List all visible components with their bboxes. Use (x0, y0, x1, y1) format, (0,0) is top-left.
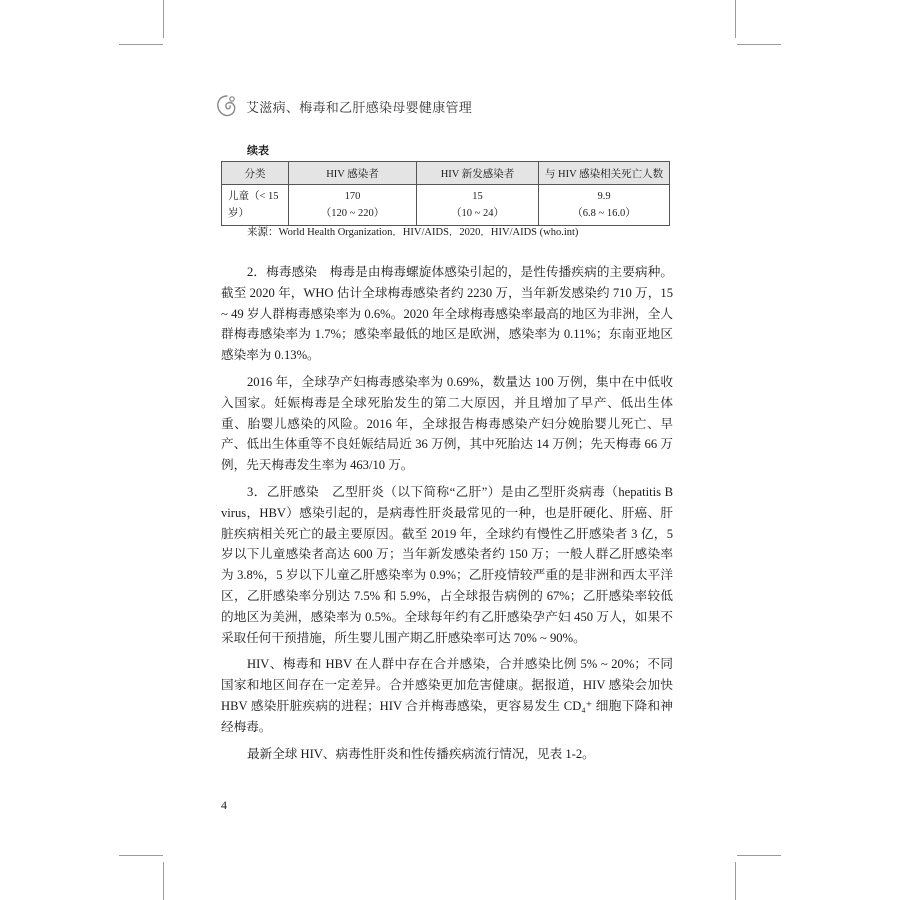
table-source: 来源：World Health Organization．HIV/AIDS．2020．HIV/AIDS (who.int) (247, 227, 579, 238)
running-header (214, 92, 472, 120)
header-title: 艾滋病、梅毒和乙肝感染母婴健康管理 (246, 100, 473, 116)
crop-mark (119, 44, 163, 45)
cell-range: （6.8 ~ 16.0） (572, 208, 636, 219)
body-text (221, 262, 673, 770)
cell-range: （10 ~ 24） (451, 208, 504, 219)
cell-value: 15 (472, 191, 483, 202)
crop-mark (737, 855, 781, 856)
table-row (222, 185, 670, 226)
table-header-row (222, 162, 670, 185)
crop-mark (737, 44, 781, 45)
data-table (221, 161, 670, 226)
row-category: 儿童（< 15 岁） (222, 185, 289, 226)
crop-mark (735, 862, 736, 900)
paragraph: HIV、梅毒和 HBV 在人群中存在合并感染，合并感染比例 5% ~ 20%；不同国家和地区间存在一定差异。合并感染更加危害健康。据报道，HIV 感染会加快 HBV 感染肝脏疾病的进程；HIV 合并梅毒感染，更容易发生 CD₄⁺ 细胞下降和神经梅毒。 (221, 657, 673, 734)
table-continued-label: 续表 (247, 144, 269, 157)
cell-range: （120 ~ 220） (320, 208, 385, 219)
column-header: HIV 新发感染者 (417, 162, 539, 185)
column-header: 分类 (222, 162, 289, 185)
column-header: HIV 感染者 (289, 162, 417, 185)
paragraph: 2．梅毒感染 梅毒是由梅毒螺旋体感染引起的，是性传播疾病的主要病种。截至 2020 年，WHO 估计全球梅毒感染者约 2230 万，当年新发感染约 710 万，15 ~ 49 岁人群梅毒感染率为 0.6%。2020 年全球梅毒感染率最高的地区为非洲，全人群梅毒感染率为 1.7%；感染率最低的地区是欧洲，感染率为 0.11%；东南亚地区感染率为 0.13%。 (221, 265, 673, 363)
table-cell (417, 185, 539, 226)
column-header: 与 HIV 感染相关死亡人数 (539, 162, 670, 185)
paragraph: 2016 年，全球孕产妇梅毒感染率为 0.69%，数量达 100 万例，集中在中低收入国家。妊娠梅毒是全球死胎发生的第二大原因，并且增加了早产、低出生体重、胎婴儿感染的风险。2016 年，全球报告梅毒感染产妇分娩胎婴儿死亡、早产、低出生体重等不良妊娠结局近 36 万例，其中死胎达 14 万例；先天梅毒 66 万例，先天梅毒发生率为 463/10 万。 (221, 374, 673, 473)
paragraph: 最新全球 HIV、病毒性肝炎和性传播疾病流行情况，见表 1-2。 (247, 746, 595, 761)
crop-mark (163, 0, 164, 38)
cell-value: 9.9 (597, 191, 611, 202)
mother-child-swirl-icon (214, 93, 240, 119)
table-cell (289, 185, 417, 226)
cell-value: 170 (344, 191, 361, 202)
crop-mark (735, 0, 736, 38)
crop-mark (163, 862, 164, 900)
table-cell (539, 185, 670, 226)
crop-mark (119, 855, 163, 856)
paragraph: 3．乙肝感染 乙型肝炎（以下简称“乙肝”）是由乙型肝炎病毒（hepatitis B virus，HBV）感染引起的，是病毒性肝炎最常见的一种，也是肝硬化、肝癌、肝脏疾病相关死亡的最主要原因。截至 2019 年，全球约有慢性乙肝感染者 3 亿，5 岁以下儿童感染者高达 600 万；当年新发感染者约 150 万；一般人群乙肝感染率为 3.8%，5 岁以下儿童乙肝感染率为 0.9%；乙肝疫情较严重的是非洲和西太平洋区，乙肝感染率分别达 7.5% 和 5.9%，占全球报告病例的 67%；乙肝感染率较低的地区为美洲，感染率为 0.5%。全球每年约有乙肝感染孕产妇 450 万人，如果不采取任何干预措施，所生婴儿围产期乙肝感染率可达 70% ~ 90%。 (221, 484, 673, 645)
page-number: 4 (221, 798, 227, 812)
